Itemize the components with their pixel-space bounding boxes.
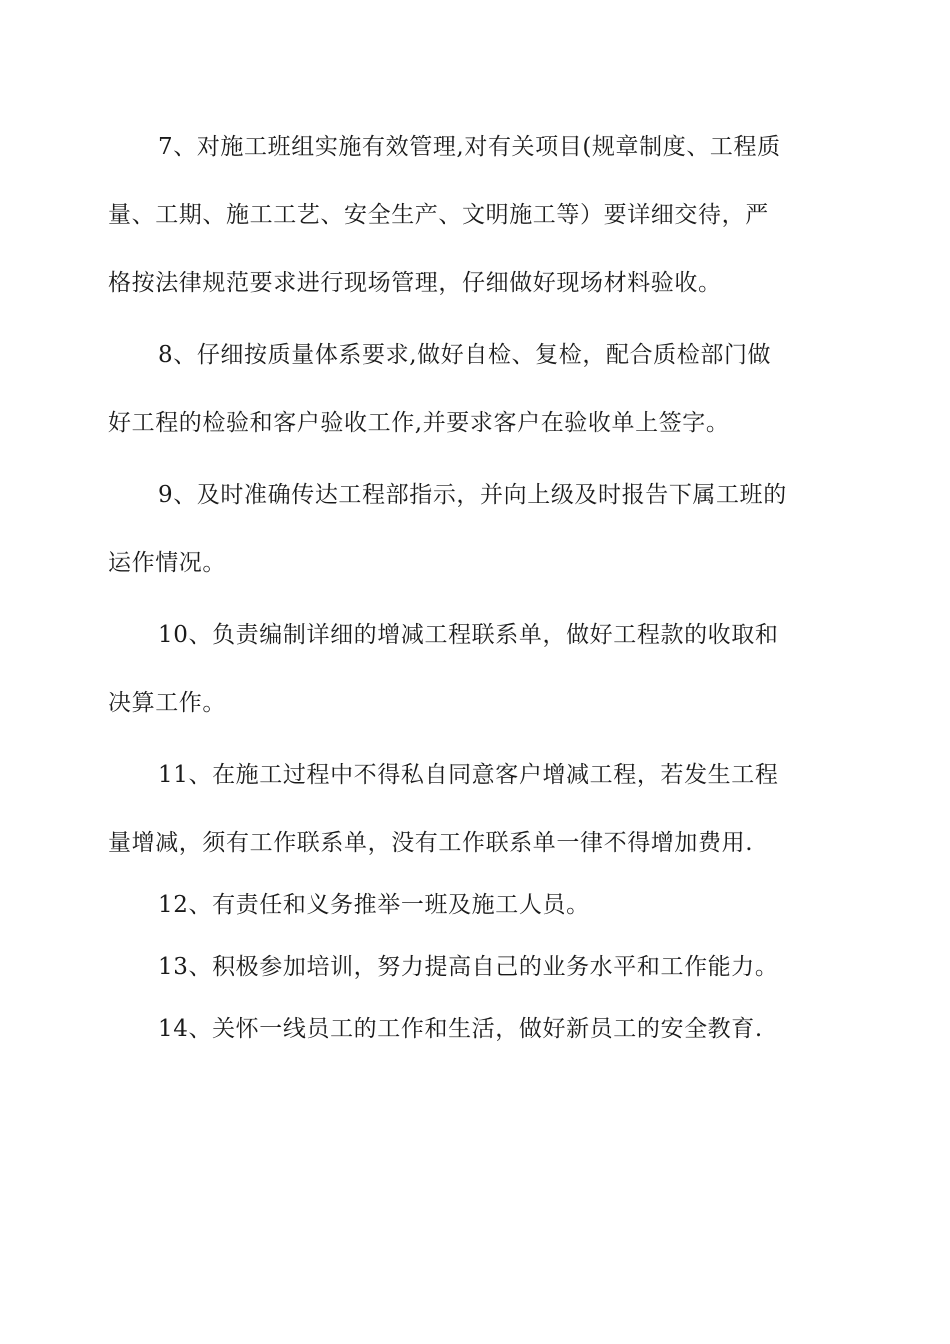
paragraph-line: 好工程的检验和客户验收工作,并要求客户在验收单上签字。 — [108, 410, 730, 436]
paragraph-line: 11、在施工过程中不得私自同意客户增减工程，若发生工程 — [158, 762, 779, 788]
paragraph-9 — [108, 476, 838, 582]
paragraph-line: 运作情况。 — [108, 550, 226, 576]
document-body — [108, 128, 838, 1048]
paragraph-10 — [108, 616, 838, 722]
paragraph-13 — [108, 948, 838, 986]
paragraph-line: 9、及时准确传达工程部指示，并向上级及时报告下属工班的 — [158, 482, 787, 508]
paragraph-line: 量、工期、施工工艺、安全生产、文明施工等）要详细交待，严 — [108, 202, 769, 228]
paragraph-line: 10、负责编制详细的增减工程联系单，做好工程款的收取和 — [158, 622, 779, 648]
paragraph-line: 13、积极参加培训，努力提高自己的业务水平和工作能力。 — [158, 954, 779, 980]
paragraph-line: 7、对施工班组实施有效管理,对有关项目(规章制度、工程质 — [158, 134, 781, 160]
paragraph-11 — [108, 756, 838, 862]
paragraph-12 — [108, 886, 838, 924]
paragraph-line: 14、关怀一线员工的工作和生活，做好新员工的安全教育. — [158, 1016, 763, 1042]
paragraph-line: 8、仔细按质量体系要求,做好自检、复检，配合质检部门做 — [158, 342, 772, 368]
paragraph-line: 决算工作。 — [108, 690, 226, 716]
paragraph-8 — [108, 336, 838, 442]
paragraph-line: 格按法律规范要求进行现场管理，仔细做好现场材料验收。 — [108, 270, 722, 296]
paragraph-line: 量增减，须有工作联系单，没有工作联系单一律不得增加费用. — [108, 830, 754, 856]
paragraph-line: 12、有责任和义务推举一班及施工人员。 — [158, 892, 590, 918]
paragraph-14 — [108, 1010, 838, 1048]
paragraph-7 — [108, 128, 838, 302]
